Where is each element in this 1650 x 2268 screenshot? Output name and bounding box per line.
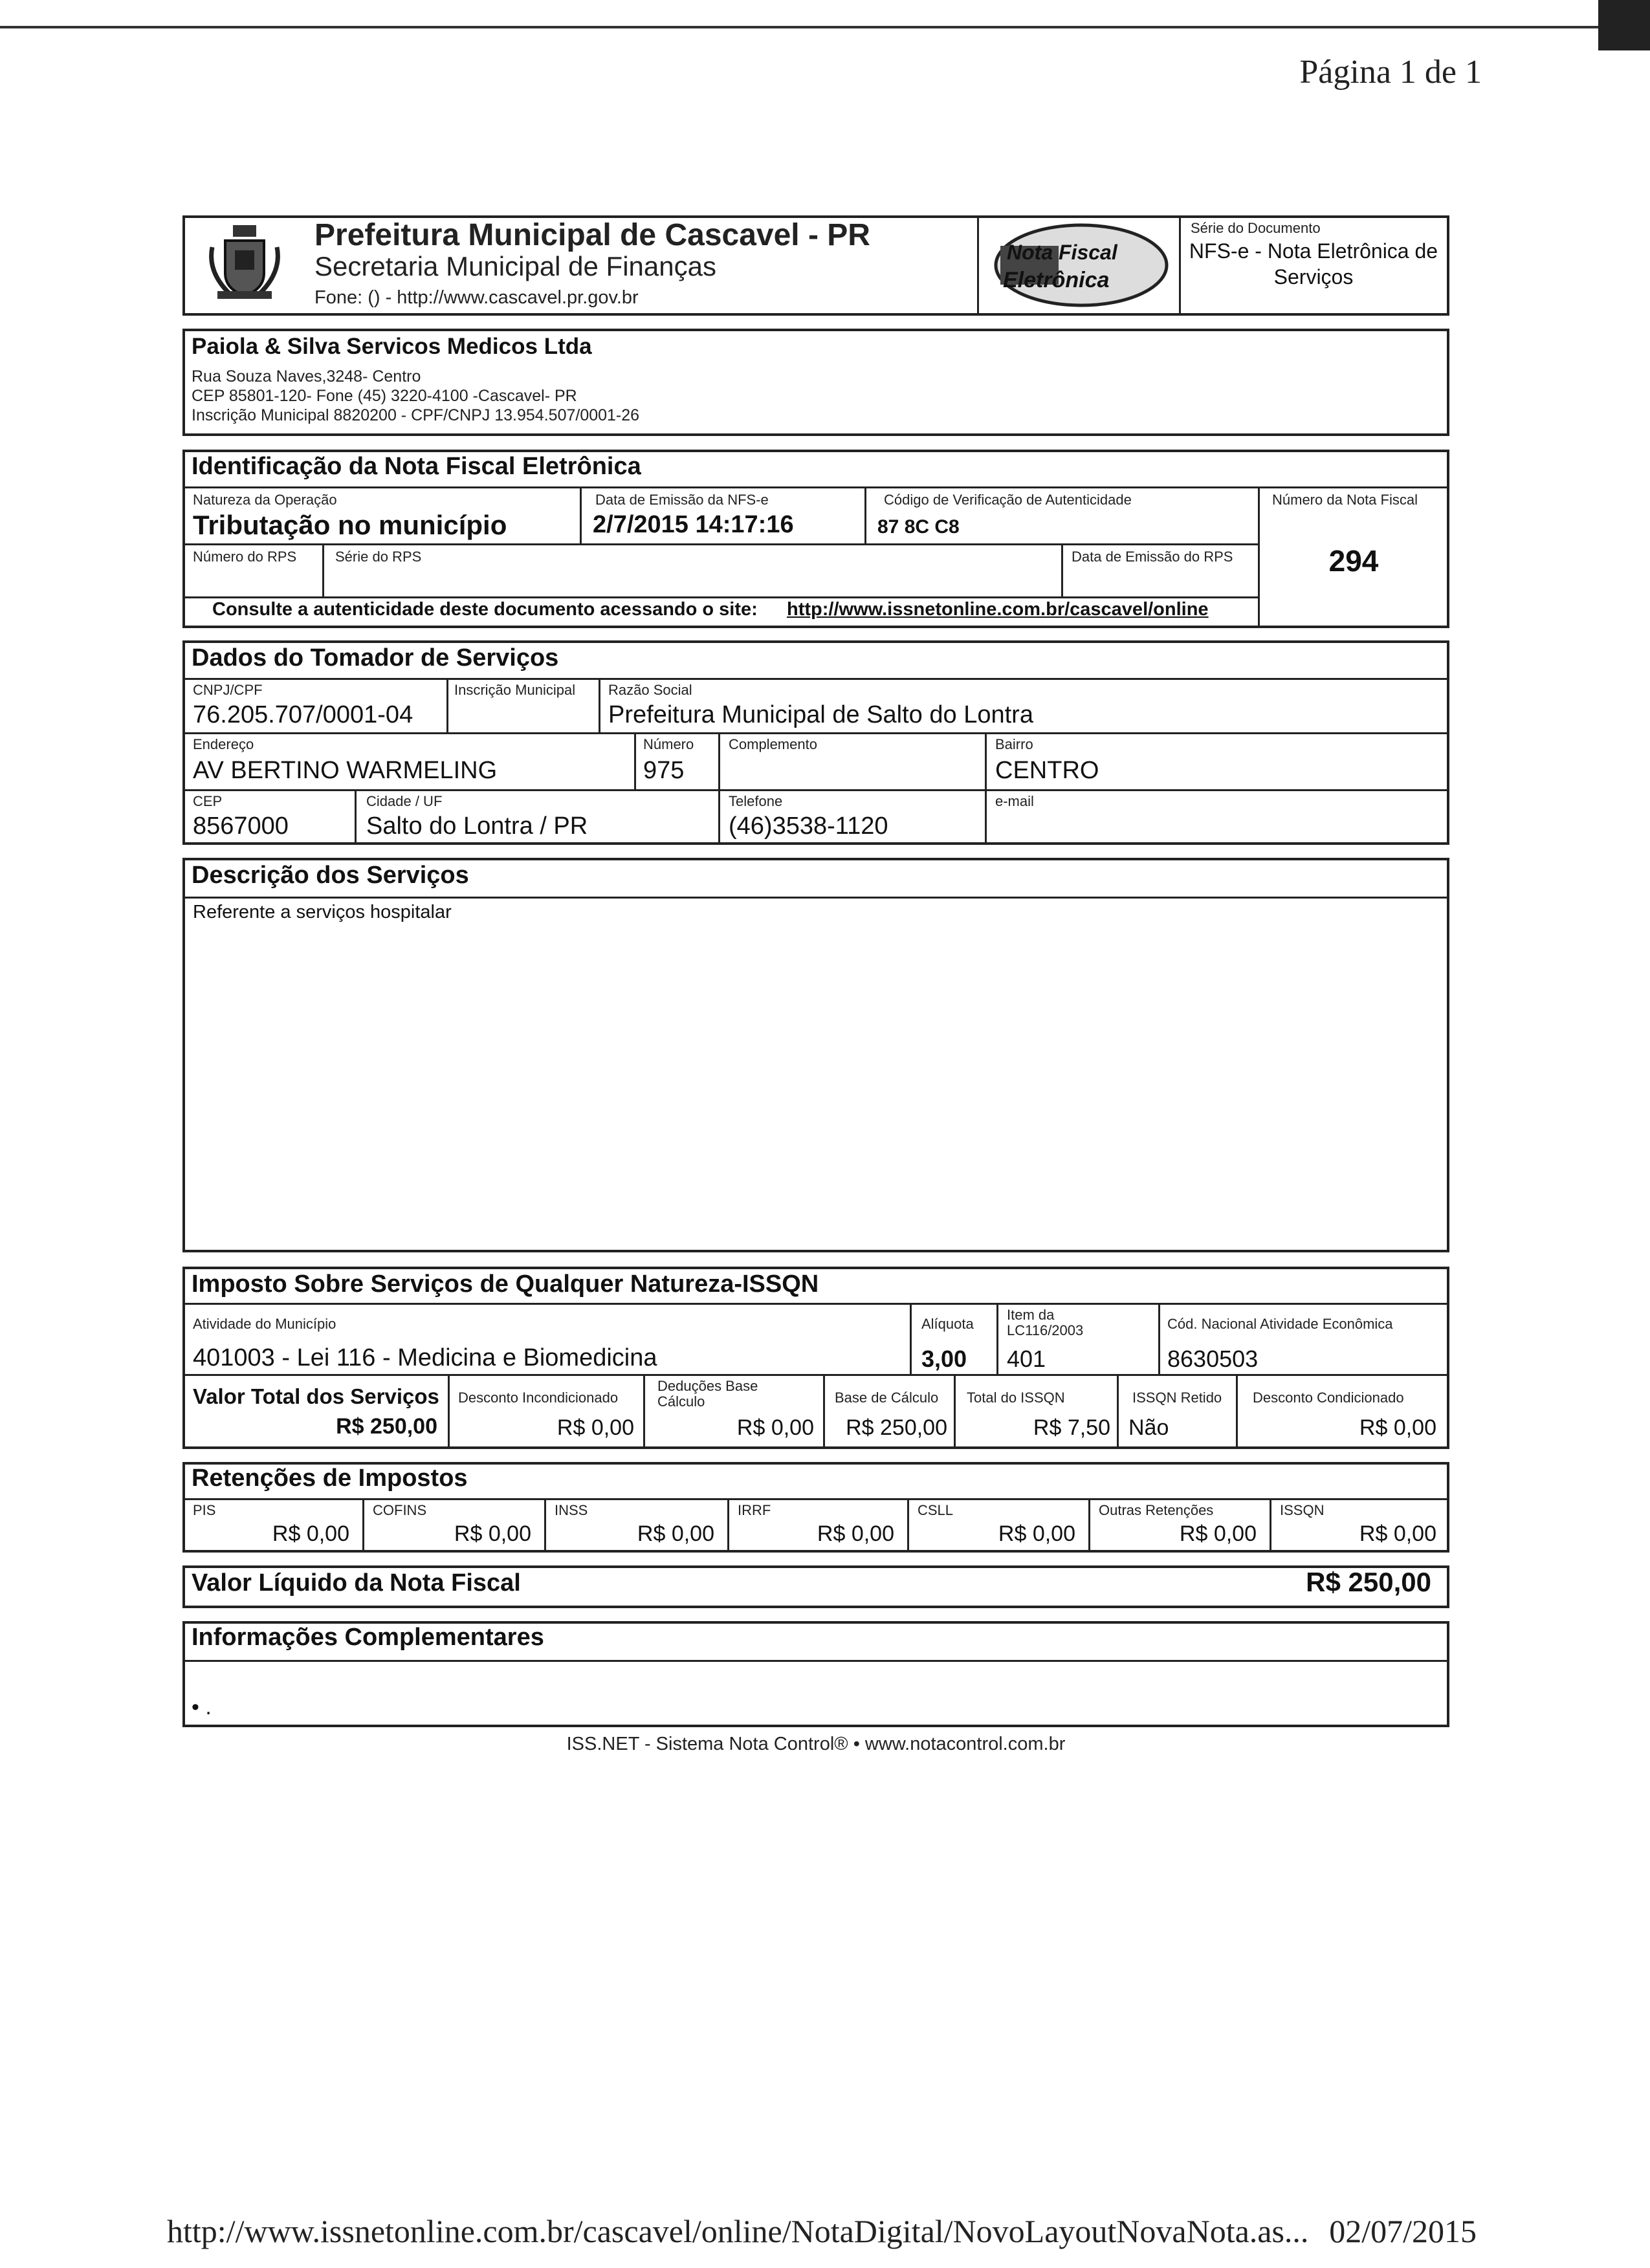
numero-nota-value: 294: [1328, 544, 1379, 578]
header-subtitle: Secretaria Municipal de Finanças: [314, 251, 716, 281]
retencao-value: R$ 0,00: [454, 1521, 531, 1546]
data-rps-label: Data de Emissão do RPS: [1072, 549, 1233, 565]
aliquota-label: Alíquota: [921, 1316, 974, 1332]
issqn-title: Imposto Sobre Serviços de Qualquer Natureza-ISSQN: [192, 1270, 819, 1298]
total-issqn-value: R$ 7,50: [1033, 1415, 1110, 1440]
bairro-value: CENTRO: [995, 757, 1099, 784]
descricao-title: Descrição dos Serviços: [192, 862, 469, 889]
telefone-value: (46)3538-1120: [729, 812, 888, 840]
cep-value: 8567000: [193, 812, 289, 840]
valor-total-label: Valor Total dos Serviços: [193, 1384, 439, 1408]
endereco-label: Endereço: [193, 736, 254, 752]
item-lc-label-2: LC116/2003: [1007, 1322, 1084, 1338]
retencao-label: COFINS: [373, 1502, 427, 1518]
informacoes-title: Informações Complementares: [192, 1624, 544, 1651]
retencao-value: R$ 0,00: [272, 1521, 349, 1546]
cod-nacional-value: 8630503: [1167, 1346, 1259, 1372]
provider-cep-phone: CEP 85801-120- Fone (45) 3220-4100 -Cascavel- PR: [192, 387, 577, 405]
informacoes-text: • .: [192, 1695, 212, 1719]
cod-nacional-label: Cód. Nacional Atividade Econômica: [1167, 1316, 1393, 1332]
serie-rps-label: Série do RPS: [335, 549, 422, 565]
page-number: Página 1 de 1: [1299, 54, 1482, 91]
cidade-value: Salto do Lontra / PR: [366, 812, 588, 840]
atividade-label: Atividade do Município: [193, 1316, 336, 1332]
cnpj-label: CNPJ/CPF: [193, 682, 263, 698]
retencao-label: ISSQN: [1280, 1502, 1325, 1518]
scan-edge-top: [0, 26, 1598, 28]
retencao-value: R$ 0,00: [637, 1521, 714, 1546]
scan-edge-right: [1598, 0, 1650, 50]
identification-title: Identificação da Nota Fiscal Eletrônica: [192, 453, 641, 480]
item-lc-label-1: Item da: [1007, 1307, 1055, 1323]
retencao-label: CSLL: [918, 1502, 954, 1518]
retencao-label: Outras Retenções: [1099, 1502, 1214, 1518]
retencao-value: R$ 0,00: [817, 1521, 894, 1546]
base-calculo-label: Base de Cálculo: [835, 1390, 939, 1406]
doc-series-label: Série do Documento: [1191, 220, 1321, 236]
valor-total-value: R$ 250,00: [336, 1414, 437, 1439]
desconto-incond-value: R$ 0,00: [556, 1415, 634, 1440]
inscricao-municipal-label: Inscrição Municipal: [454, 682, 576, 698]
retencao-label: IRRF: [738, 1502, 771, 1518]
consulte-link[interactable]: http://www.issnetonline.com.br/cascavel/online: [787, 599, 1209, 620]
numero-value: 975: [643, 757, 685, 784]
codigo-verificacao-value: 87 8C C8: [877, 516, 960, 538]
cep-label: CEP: [193, 793, 223, 809]
retencao-label: PIS: [193, 1502, 216, 1518]
cidade-label: Cidade / UF: [366, 793, 443, 809]
total-issqn-label: Total do ISSQN: [967, 1390, 1065, 1406]
bottom-date: 02/07/2015: [1329, 2213, 1477, 2249]
aliquota-value: 3,00: [921, 1346, 967, 1372]
numero-rps-label: Número do RPS: [193, 549, 297, 565]
desconto-cond-label: Desconto Condicionado: [1253, 1390, 1404, 1406]
data-emissao-label: Data de Emissão da NFS-e: [595, 492, 769, 508]
retencao-label: INSS: [555, 1502, 588, 1518]
desconto-cond-value: R$ 0,00: [1359, 1415, 1436, 1440]
atividade-value: 401003 - Lei 116 - Medicina e Biomedicina: [193, 1344, 657, 1371]
doc-series-value: NFS-e - Nota Eletrônica de Serviços: [1189, 239, 1438, 289]
razao-social-label: Razão Social: [608, 682, 692, 698]
footer-credit: ISS.NET - Sistema Nota Control® • www.notacontrol.com.br: [566, 1734, 1066, 1754]
coat-of-arms-icon: [206, 221, 283, 305]
complemento-label: Complemento: [729, 736, 817, 752]
nfe-logo-text-2: Eletrônica: [1003, 268, 1110, 292]
endereco-value: AV BERTINO WARMELING: [193, 757, 498, 784]
issqn-retido-label: ISSQN Retido: [1132, 1390, 1222, 1406]
bottom-url: http://www.issnetonline.com.br/cascavel/online/NotaDigital/NovoLayoutNovaNota.as...: [167, 2213, 1309, 2249]
numero-label: Número: [643, 736, 694, 752]
valor-liquido-value: R$ 250,00: [1306, 1567, 1431, 1597]
valor-liquido-label: Valor Líquido da Nota Fiscal: [192, 1569, 521, 1597]
retencoes-title: Retenções de Impostos: [192, 1465, 468, 1492]
deducoes-value: R$ 0,00: [736, 1415, 814, 1440]
data-emissao-value: 2/7/2015 14:17:16: [593, 511, 794, 538]
header-contact: Fone: () - http://www.cascavel.pr.gov.br: [314, 287, 639, 308]
email-label: e-mail: [995, 793, 1034, 809]
numero-nota-label: Número da Nota Fiscal: [1272, 492, 1418, 508]
retencao-value: R$ 0,00: [1179, 1521, 1257, 1546]
provider-registration: Inscrição Municipal 8820200 - CPF/CNPJ 13.954.507/0001-26: [192, 406, 640, 424]
telefone-label: Telefone: [729, 793, 783, 809]
consulte-text: Consulte a autenticidade deste documento acessando o site:: [212, 599, 758, 620]
cnpj-value: 76.205.707/0001-04: [193, 701, 413, 728]
bairro-label: Bairro: [995, 736, 1033, 752]
tomador-title: Dados do Tomador de Serviços: [192, 644, 559, 671]
retencao-value: R$ 0,00: [998, 1521, 1075, 1546]
provider-name: Paiola & Silva Servicos Medicos Ltda: [192, 334, 592, 359]
base-calculo-value: R$ 250,00: [846, 1415, 947, 1440]
deducoes-label-1: Deduções Base: [657, 1378, 758, 1394]
nfe-logo-text-1: Nota Fiscal: [1007, 241, 1117, 264]
descricao-text: Referente a serviços hospitalar: [193, 902, 452, 922]
natureza-label: Natureza da Operação: [193, 492, 337, 508]
header-title: Prefeitura Municipal de Cascavel - PR: [314, 218, 870, 252]
issqn-retido-value: Não: [1128, 1415, 1169, 1440]
desconto-incond-label: Desconto Incondicionado: [458, 1390, 619, 1406]
item-lc-value: 401: [1007, 1346, 1046, 1372]
razao-social-value: Prefeitura Municipal de Salto do Lontra: [608, 701, 1033, 728]
nfe-logo: [987, 220, 1171, 311]
provider-address: Rua Souza Naves,3248- Centro: [192, 367, 421, 386]
deducoes-label-2: Cálculo: [657, 1393, 705, 1410]
retencao-value: R$ 0,00: [1359, 1521, 1436, 1546]
codigo-verificacao-label: Código de Verificação de Autenticidade: [884, 492, 1132, 508]
natureza-value: Tributação no município: [193, 510, 507, 540]
